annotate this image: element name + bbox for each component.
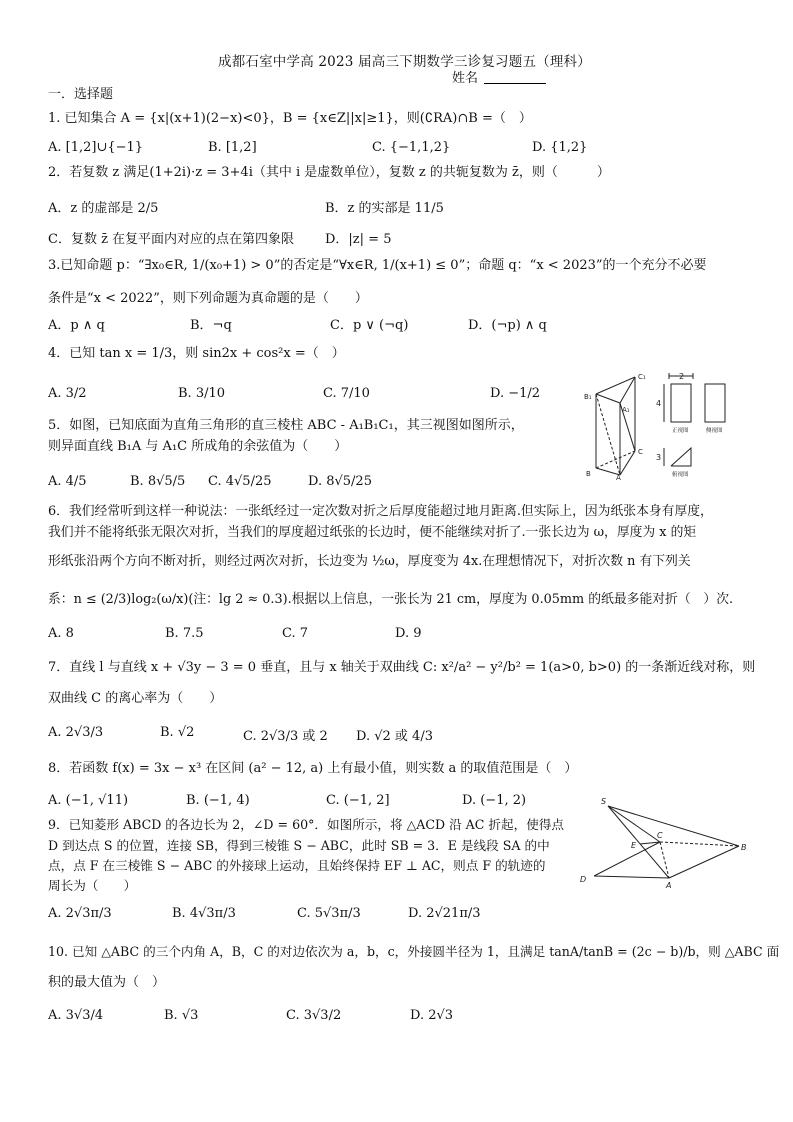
q10-option-d: D. 2√3: [410, 1008, 454, 1023]
question-9-line-4: 周长为（ ）: [48, 878, 137, 893]
question-5-line-2: 则异面直线 B₁A 与 A₁C 所成角的余弦值为（ ）: [48, 439, 348, 454]
prism-label-c1: C₁: [638, 373, 646, 381]
q6-option-d: D. 9: [395, 626, 422, 641]
pyramid-label-c: C: [657, 831, 663, 840]
section-heading: 一．选择题: [48, 87, 114, 102]
q5-option-b: B. 8√5/5: [130, 474, 186, 489]
q1-option-b: B. [1,2]: [208, 140, 257, 155]
name-blank: [484, 73, 546, 84]
q5-option-c: C. 4√5/25: [208, 474, 272, 489]
q8-option-b: B. (−1, 4): [186, 793, 250, 808]
q4-option-a: A. 3/2: [48, 386, 87, 401]
q9-option-a: A. 2√3π/3: [48, 906, 112, 921]
q7-option-d: D. √2 或 4/3: [356, 729, 433, 744]
question-6-line-4: 系：n ≤ (2/3)log₂(ω/x)(注：lg 2 ≈ 0.3).根据以上信息，一张长为 21 cm，厚度为 0.05mm 的纸最多能对折（ ）次.: [48, 592, 734, 607]
q10-option-a: A. 3√3/4: [48, 1008, 104, 1023]
name-field: [452, 67, 546, 86]
q8-option-c: C. (−1, 2]: [326, 793, 390, 808]
pyramid-figure: [578, 796, 753, 890]
q2-option-c: C．复数 z̄ 在复平面内对应的点在第四象限: [48, 232, 295, 247]
question-8: 8．若函数 f(x) = 3x − x³ 在区间 (a² − 12, a) 上有最小值，则实数 a 的取值范围是（ ）: [48, 761, 578, 776]
prism-label-b: B: [586, 470, 591, 478]
q5-option-d: D. 8√5/25: [308, 474, 372, 489]
q10-option-b: B. √3: [164, 1008, 199, 1023]
question-6-line-2: 我们并不能将纸张无限次对折，当我们的厚度超过纸张的长边时，便不能继续对折了.一张长边为 ω，厚度为 x 的矩: [48, 525, 697, 540]
q3-option-a: A．p ∧ q: [48, 318, 105, 333]
question-3-line-2: 条件是“x < 2022”，则下列命题为真命题的是（ ）: [48, 291, 368, 306]
question-10-line-2: 积的最大值为（ ）: [48, 975, 166, 990]
q9-option-c: C. 5√3π/3: [297, 906, 361, 921]
q4-option-c: C. 7/10: [323, 386, 370, 401]
question-4: 4．已知 tan x = 1/3，则 sin2x + cos²x =（ ）: [48, 346, 345, 361]
q2-option-a: A．z 的虚部是 2/5: [48, 201, 159, 216]
question-9-line-3: 点，点 F 在三棱锥 S − ABC 的外接球上运动，且始终保持 EF ⊥ AC，则点 F 的轨迹的: [48, 858, 546, 873]
pyramid-label-b: B: [741, 843, 747, 852]
q10-option-c: C. 3√3/2: [286, 1008, 342, 1023]
side-view-label: 侧视图: [706, 428, 723, 434]
question-6-line-1: 6．我们经常听到这样一种说法：一张纸经过一定次数对折之后厚度能超过地月距离.但实际上，因为纸张本身有厚度，: [48, 504, 713, 519]
three-views-figure: [655, 372, 735, 480]
question-3-line-1: 3.已知命题 p：“∃x₀∈R, 1/(x₀+1) > 0”的否定是“∀x∈R, 1/(x+1) ≤ 0”；命题 q：“x < 2023”的一个充分不必要: [48, 258, 707, 273]
front-view-label: 正视图: [672, 428, 689, 434]
pyramid-label-e: E: [631, 841, 637, 850]
prism-label-c: C: [638, 448, 643, 456]
q1-option-a: A. [1,2]∪{−1}: [48, 140, 144, 155]
prism-label-a1: A₁: [622, 406, 630, 414]
question-10-line-1: 10. 已知 △ABC 的三个内角 A，B，C 的对边依次为 a，b，c，外接圆半径为 1，且满足 tanA/tanB = (2c − b)/b，则 △ABC 面: [48, 944, 780, 959]
q3-option-c: C．p ∨ (¬q): [330, 318, 409, 333]
question-5-line-1: 5．如图，已知底面为直角三角形的直三棱柱 ABC - A₁B₁C₁，其三视图如图所示，: [48, 418, 524, 433]
prism-label-a: A: [616, 474, 621, 480]
q7-option-a: A. 2√3/3: [48, 725, 104, 740]
q4-option-d: D. −1/2: [490, 386, 541, 401]
prism-figure: [580, 372, 652, 480]
q8-option-d: D. (−1, 2): [462, 793, 527, 808]
top-view-label: 俯视图: [672, 472, 689, 478]
prism-label-b1: B₁: [584, 393, 592, 401]
pyramid-label-d: D: [580, 875, 587, 884]
q6-option-c: C. 7: [282, 626, 309, 641]
question-2: 2．若复数 z 满足(1+2i)·z = 3+4i（其中 i 是虚数单位），复数 z 的共轭复数为 z̄，则（ ）: [48, 165, 610, 180]
q6-option-a: A. 8: [48, 626, 74, 641]
q7-option-b: B. √2: [160, 725, 195, 740]
q1-option-c: C. {−1,1,2}: [372, 140, 451, 155]
question-6-line-3: 形纸张沿两个方向不断对折，则经过两次对折，长边变为 ½ω，厚度变为 4x.在理想情况下，对折次数 n 有下列关: [48, 554, 691, 569]
view-dim-top: 2: [679, 372, 685, 381]
view-dim-bottom: 3: [656, 453, 662, 462]
question-9-line-2: D 到达点 S 的位置，连接 SB，得到三棱锥 S − ABC，此时 SB = 3．E 是线段 SA 的中: [48, 838, 550, 853]
q2-option-d: D．|z| = 5: [325, 232, 392, 247]
question-7-line-1: 7．直线 l 与直线 x + √3y − 3 = 0 垂直，且与 x 轴关于双曲线 C: x²/a² − y²/b² = 1(a>0, b>0) 的一条渐近线对称，则: [48, 660, 756, 675]
q3-option-b: B．¬q: [190, 318, 232, 333]
question-1: 1. 已知集合 A = {x|(x+1)(2−x)<0}，B = {x∈Z||x|≥1}，则(∁RA)∩B =（ ）: [48, 111, 532, 126]
question-7-line-2: 双曲线 C 的离心率为（ ）: [48, 691, 223, 706]
q3-option-d: D．(¬p) ∧ q: [468, 318, 547, 333]
q4-option-b: B. 3/10: [178, 386, 226, 401]
question-9-line-1: 9．已知菱形 ABCD 的各边长为 2，∠D = 60°．如图所示，将 △ACD 沿 AC 折起，使得点: [48, 817, 564, 832]
q9-option-d: D. 2√21π/3: [408, 906, 481, 921]
q5-option-a: A. 4/5: [48, 474, 87, 489]
page-title: 成都石室中学高 2023 届高三下期数学三诊复习题五（理科）: [218, 54, 591, 70]
name-label: 姓名: [452, 71, 479, 86]
q1-option-d: D. {1,2}: [532, 140, 588, 155]
pyramid-label-a: A: [666, 881, 672, 890]
view-dim-left: 4: [656, 399, 662, 408]
q6-option-b: B. 7.5: [165, 626, 204, 641]
q9-option-b: B. 4√3π/3: [172, 906, 236, 921]
q8-option-a: A. (−1, √11): [48, 793, 129, 808]
pyramid-label-s: S: [601, 797, 607, 806]
q2-option-b: B．z 的实部是 11/5: [325, 201, 444, 216]
q7-option-c: C. 2√3/3 或 2: [243, 729, 328, 744]
